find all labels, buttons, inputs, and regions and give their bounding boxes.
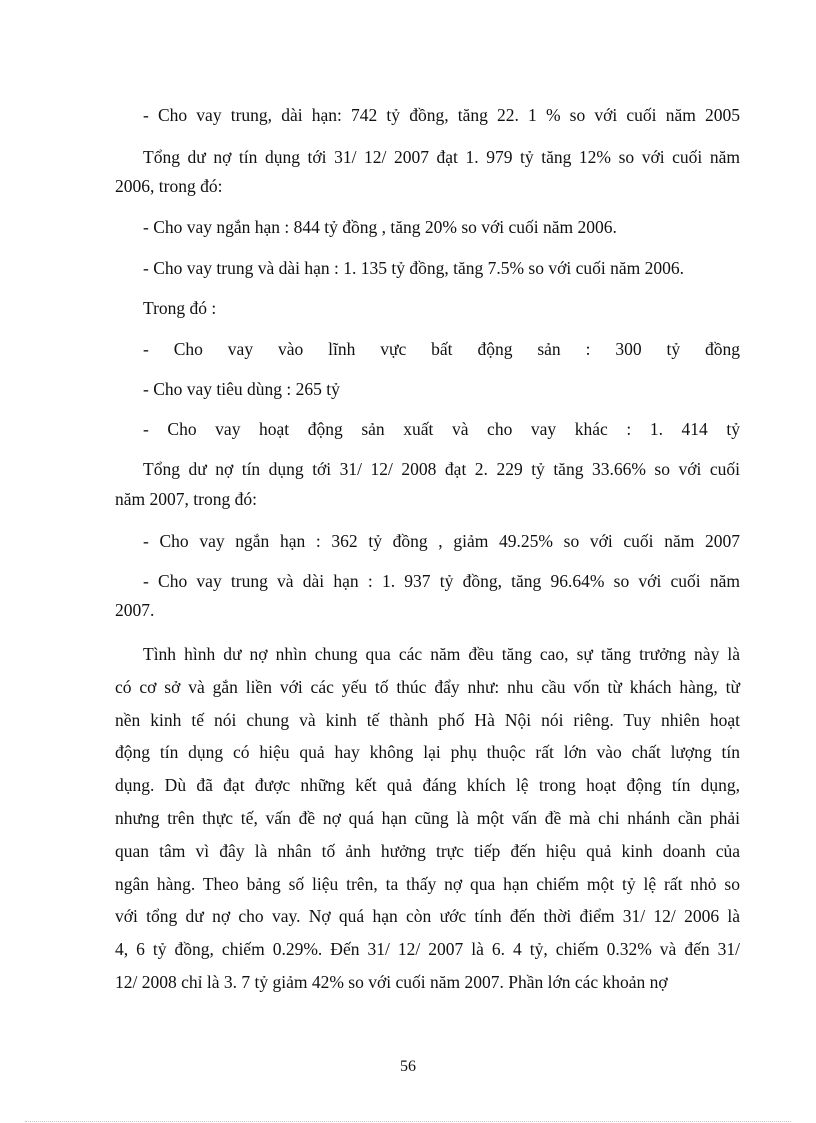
- text-line-consumer: - Cho vay tiêu dùng : 265 tỷ: [143, 379, 340, 399]
- paragraph-line: 12/ 2008 chỉ là 3. 7 tỷ giảm 42% so với cuối năm 2007. Phần lớn các khoản nợ: [115, 971, 668, 992]
- text-line-short-term-2008: - Cho vay ngắn hạn : 362 tỷ đồng , giảm 49.25% so với cuối năm 2007: [143, 531, 740, 551]
- text-line-real-estate: - Cho vay vào lĩnh vực bất động sản : 300 tỷ đồng: [143, 339, 740, 359]
- text-line-2007-of-which: năm 2007, trong đó:: [115, 489, 257, 509]
- paragraph-line: 4, 6 tỷ đồng, chiếm 0.29%. Đến 31/ 12/ 2007 là 6. 4 tỷ, chiếm 0.32% và đến 31/: [115, 939, 740, 960]
- text-line-in-which: Trong đó :: [143, 298, 217, 318]
- body-paragraph: [115, 638, 740, 999]
- text-line-total-credit-2007: Tổng dư nợ tín dụng tới 31/ 12/ 2007 đạt 1. 979 tỷ tăng 12% so với cuối năm: [143, 147, 740, 167]
- paragraph-line: nhưng trên thực tế, vấn đề nợ quá hạn cũng là một vấn đề mà chi nhánh cần phải: [115, 807, 740, 828]
- footer-divider: [25, 1121, 791, 1122]
- paragraph-line: ngân hàng. Theo bảng số liệu trên, ta thấy nợ qua hạn chiếm một tỷ lệ rất nhỏ so: [115, 873, 740, 894]
- text-line-short-term-2007: - Cho vay ngắn hạn : 844 tỷ đồng , tăng 20% so với cuối năm 2006.: [143, 217, 617, 237]
- paragraph-line: nền kinh tế nói chung và kinh tế thành phố Hà Nội nói riêng. Tuy nhiên hoạt: [115, 709, 740, 730]
- text-line-2006-of-which: 2006, trong đó:: [115, 176, 223, 196]
- paragraph-line: có cơ sở và gắn liền với các yếu tố thúc đẩy như: nhu cầu vốn từ khách hàng, từ: [115, 676, 740, 697]
- page-number: 56: [400, 1058, 416, 1075]
- paragraph-line: quan tâm vì đây là nhân tố ảnh hưởng trực tiếp đến hiệu quả kinh doanh của: [115, 840, 740, 861]
- text-line-total-credit-2008: Tổng dư nợ tín dụng tới 31/ 12/ 2008 đạt 2. 229 tỷ tăng 33.66% so với cuối: [143, 459, 740, 479]
- paragraph-line: với tổng dư nợ cho vay. Nợ quá hạn còn ước tính đến thời điểm 31/ 12/ 2006 là: [115, 906, 740, 927]
- paragraph-line: dụng. Dù đã đạt được những kết quả đáng khích lệ trong hoạt động tín dụng,: [115, 775, 740, 796]
- paragraph-line: Tình hình dư nợ nhìn chung qua các năm đều tăng cao, sự tăng trưởng này là: [143, 644, 740, 664]
- text-line-2007: 2007.: [115, 600, 155, 620]
- text-line-medium-long-2007: - Cho vay trung và dài hạn : 1. 135 tỷ đồng, tăng 7.5% so với cuối năm 2006.: [143, 258, 684, 278]
- text-line-loan-medium-long-2005: - Cho vay trung, dài hạn: 742 tỷ đồng, tăng 22. 1 % so với cuối năm 2005: [143, 105, 740, 125]
- text-line-production-other: - Cho vay hoạt động sản xuất và cho vay khác : 1. 414 tỷ: [143, 419, 740, 439]
- paragraph-line: động tín dụng có hiệu quả hay không lại phụ thuộc rất lớn vào chất lượng tín: [115, 742, 740, 763]
- text-line-medium-long-2008: - Cho vay trung và dài hạn : 1. 937 tỷ đồng, tăng 96.64% so với cuối năm: [143, 571, 740, 591]
